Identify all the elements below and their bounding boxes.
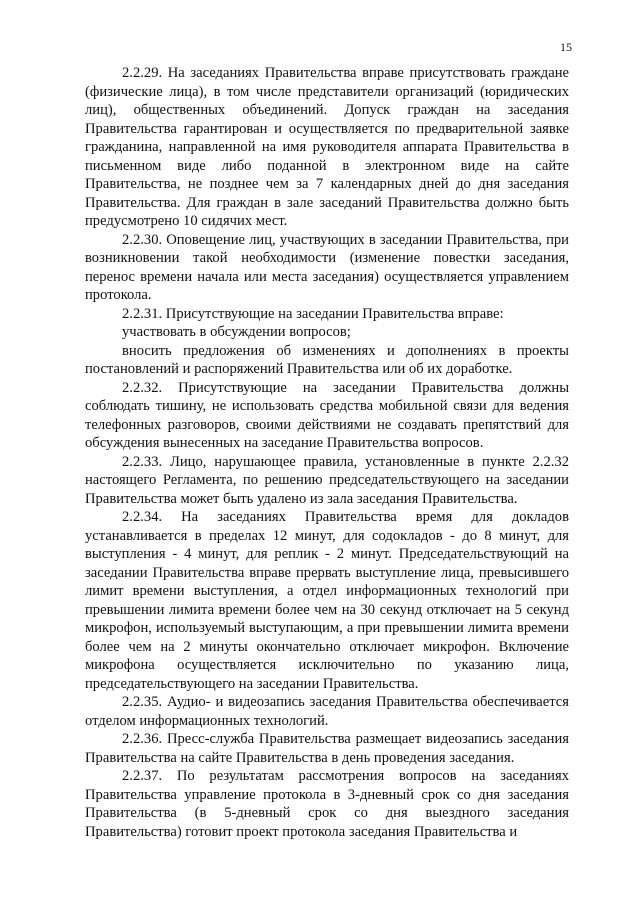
- page-number: 15: [560, 40, 572, 54]
- paragraph-2-2-31-item-2: вносить предложения об изменениях и дополнениях в проекты постановлений и распоряжений Правительства или об их доработке.: [85, 342, 569, 377]
- paragraph-2-2-35: 2.2.35. Аудио- и видеозапись заседания Правительства обеспечивается отделом информационных технологий.: [85, 694, 569, 729]
- paragraph-2-2-30: 2.2.30. Оповещение лиц, участвующих в заседании Правительства, при возникновении такой необходимости (изменение повестки заседания, перенос времени начала или места заседания) осуществляется управлением протокола.: [85, 231, 569, 303]
- paragraph-2-2-34: 2.2.34. На заседаниях Правительства время для докладов устанавливается в пределах 12 минут, для содокладов - до 8 минут, для выступления - 4 минут, для реплик - 2 минут. Председательствующий на заседании Правительства вправе прервать выступление лица, превысившего лимит времени выступления, а отдел информационных технологий при превышении лимита времени более чем на 30 секунд отключает на 5 секунд микрофон, используемый выступающим, а при превышении лимита времени более чем на 2 минуты окончательно отключает микрофон. Включение микрофона осуществляется исключительно по указанию лица, председательствующего на заседании Правительства.: [85, 509, 569, 692]
- paragraph-2-2-31: 2.2.31. Присутствующие на заседании Правительства вправе:: [122, 305, 504, 322]
- document-body: [85, 64, 569, 841]
- paragraph-2-2-37: 2.2.37. По результатам рассмотрения вопросов на заседаниях Правительства управление протокола в 3-дневный срок со дня заседания Правительства (в 5-дневный срок со дня выездного заседания Правительства) готовит проект протокола заседания Правительства и: [85, 768, 569, 840]
- paragraph-2-2-29: 2.2.29. На заседаниях Правительства вправе присутствовать граждане (физические лица), в том числе представители организаций (юридических лиц), общественных объединений. Допуск граждан на заседания Правительства гарантирован и осуществляется по предварительной заявке гражданина, направленной на имя руководителя аппарата Правительства в письменном виде либо поданной в электронном виде на сайте Правительства, не позднее чем за 7 календарных дней до дня заседания Правительства. Для граждан в зале заседаний Правительства должно быть предусмотрено 10 сидячих мест.: [85, 65, 569, 229]
- paragraph-2-2-32: 2.2.32. Присутствующие на заседании Правительства должны соблюдать тишину, не использовать средства мобильной связи для ведения телефонных разговоров, своими действиями не создавать препятствий для обсуждения вынесенных на заседание Правительства вопросов.: [85, 379, 569, 451]
- paragraph-2-2-31-item-1: участвовать в обсуждении вопросов;: [122, 324, 351, 340]
- paragraph-2-2-33: 2.2.33. Лицо, нарушающее правила, установленные в пункте 2.2.32 настоящего Регламента, по решению председательствующего на заседании Правительства может быть удалено из зала заседания Правительства.: [85, 453, 569, 507]
- paragraph-2-2-36: 2.2.36. Пресс-служба Правительства размещает видеозапись заседания Правительства на сайте Правительства в день проведения заседания.: [85, 731, 569, 766]
